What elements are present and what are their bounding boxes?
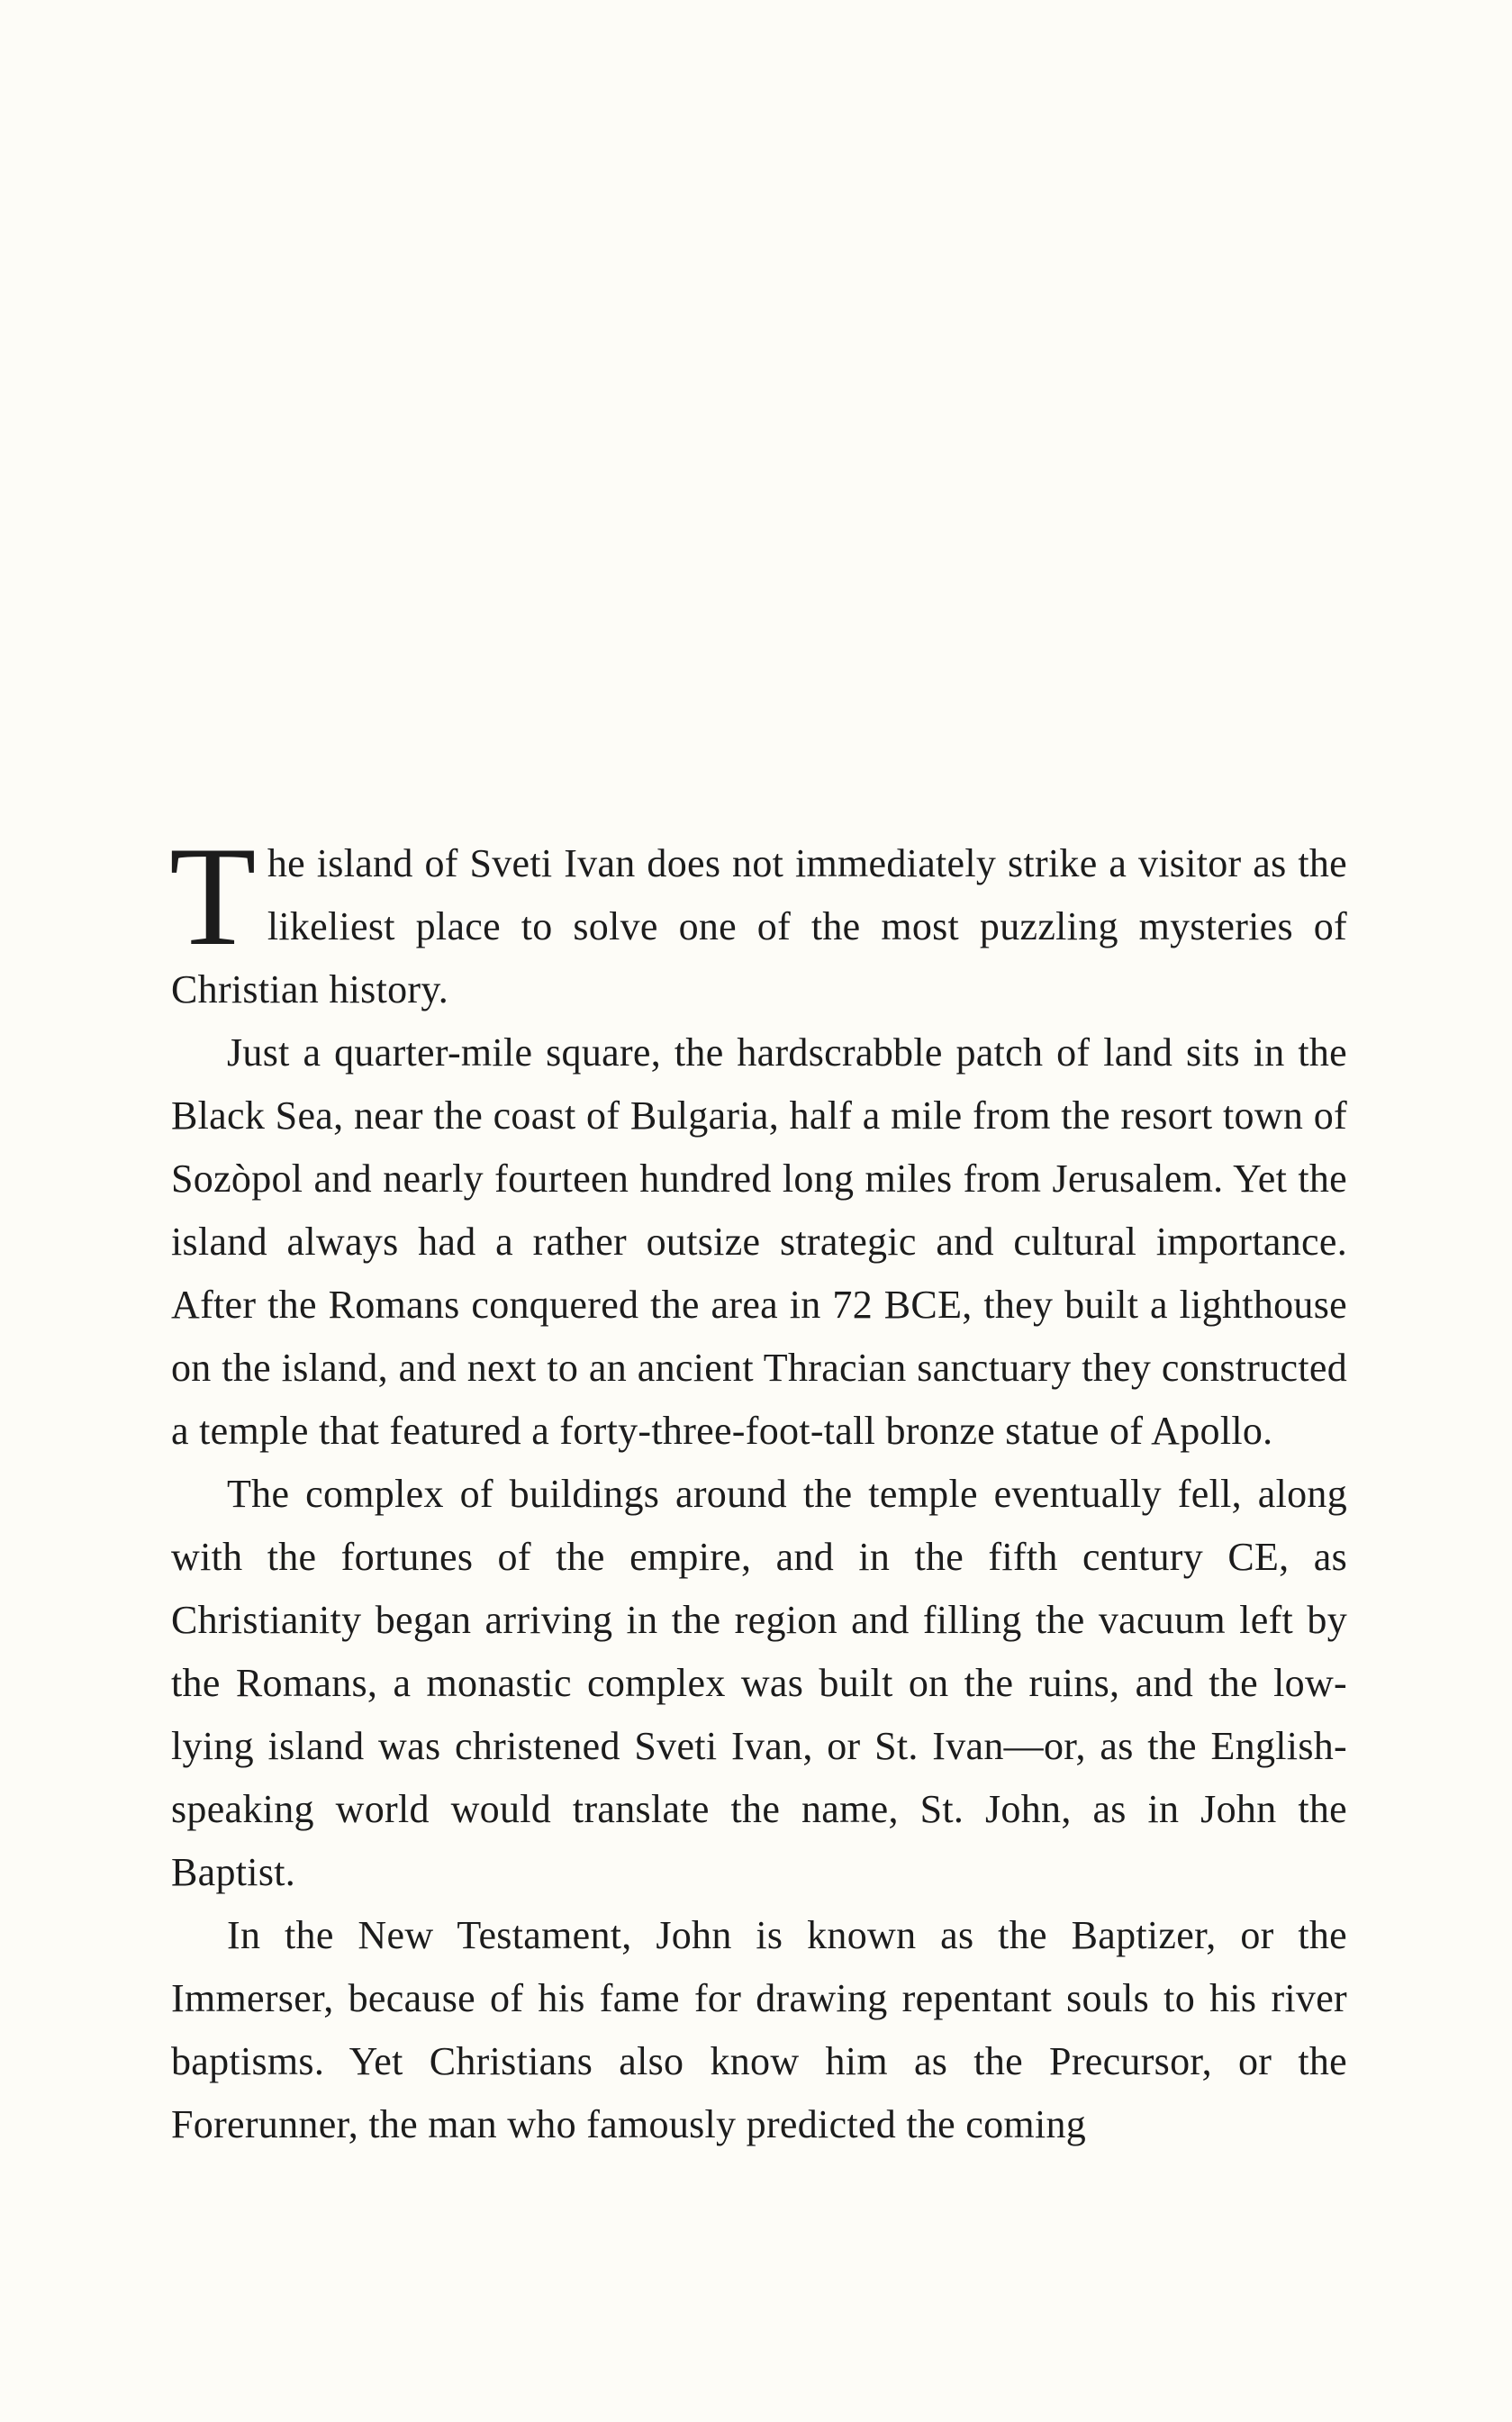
drop-cap: T <box>169 818 257 975</box>
body-text <box>169 818 1347 2156</box>
paragraph-4: In the New Testament, John is known as the Baptizer, or the Immerser, because of his fame for drawing repentant souls to his river baptisms. Yet Christians also know him as the Precursor, or the Forerunner, the man who famously predicted the coming <box>171 1913 1347 2146</box>
paragraph-1-text: he island of Sveti Ivan does not immediately strike a visitor as the likeliest place to solve one of the most puzzling mysteries of Christian history. <box>171 841 1347 1011</box>
paragraph-2: Just a quarter-mile square, the hardscrabble patch of land sits in the Black Sea, near the coast of Bulgaria, half a mile from the resort town of Sozòpol and nearly fourteen hundred long miles from Jerusalem. Yet the island always had a rather outsize strategic and cultural importance. After the Romans conquered the area in 72 BCE, they built a lighthouse on the island, and next to an ancient Thracian sanctuary they constructed a temple that featured a forty-three-foot-tall bronze statue of Apollo. <box>171 1030 1347 1453</box>
paragraph-1 <box>169 818 1347 1021</box>
paragraph-3: The complex of buildings around the temple eventually fell, along with the fortunes of the empire, and in the fifth century CE, as Christianity began arriving in the region and filling the vacuum left by the Romans, a monastic complex was built on the ruins, and the low-lying island was christened Sveti Ivan, or St. Ivan—or, as the English-speaking world would translate the name, St. John, as in John the Baptist. <box>171 1472 1347 1894</box>
